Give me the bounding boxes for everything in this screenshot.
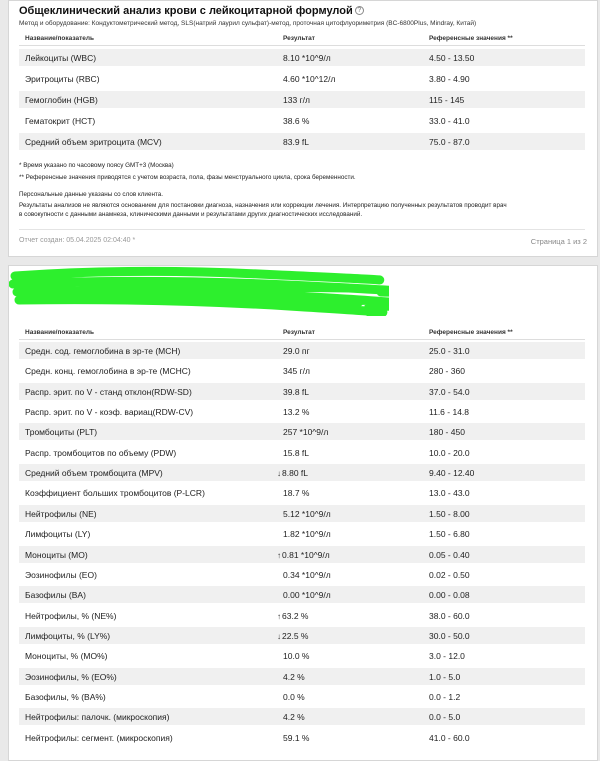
row-ref: 25.0 - 31.0 — [429, 346, 470, 356]
table-row — [19, 708, 585, 725]
row-ref: 1.50 - 6.80 — [429, 529, 470, 540]
note-personal: Персональные данные указаны со слов клиента. — [19, 191, 163, 198]
row-name: Распр. тромбоцитов по объему (PDW) — [25, 447, 177, 458]
row-result — [283, 116, 309, 126]
row-ref: 280 - 360 — [429, 366, 465, 377]
row-result — [283, 137, 309, 147]
page-number: Страница 1 из 2 — [530, 237, 587, 246]
note-time: * Время указано по часовому поясу GMT+3 (Москва) — [19, 162, 174, 169]
row-ref: 33.0 - 41.0 — [429, 116, 470, 126]
row-name: Нейтрофилы, % (NE%) — [25, 610, 117, 621]
row-name: Средний объем эритроцита (MCV) — [25, 137, 162, 147]
row-name: Эритроциты (RBC) — [25, 74, 100, 84]
table-row — [19, 627, 585, 644]
row-name: Гематокрит (HCT) — [25, 116, 96, 126]
table-row — [19, 647, 585, 664]
row-name: Нейтрофилы: сегмент. (микроскопия) — [25, 732, 173, 743]
row-ref: 115 - 145 — [429, 95, 465, 105]
row-ref: 9.40 - 12.40 — [429, 468, 475, 479]
table-row — [19, 729, 585, 746]
row-result — [283, 488, 309, 498]
table-row — [19, 464, 585, 481]
row-name: Базофилы (BA) — [25, 590, 86, 601]
row-name: Моноциты, % (MO%) — [25, 651, 108, 662]
row-result-value: 4.60 *10^12/л — [283, 74, 336, 84]
row-ref: 0.0 - 5.0 — [429, 712, 461, 723]
table-row — [19, 668, 585, 685]
row-result-value: 13.2 % — [283, 407, 310, 418]
row-ref: 180 - 450 — [429, 427, 465, 438]
table-row — [19, 70, 585, 87]
row-result — [283, 590, 331, 600]
table-row — [19, 49, 585, 66]
row-ref: 0.02 - 0.50 — [429, 569, 470, 580]
row-result-value: 1.82 *10^9/л — [283, 529, 331, 540]
row-result-value: 4.2 % — [283, 712, 305, 723]
header-name: Название/показатель — [25, 329, 95, 336]
info-icon[interactable]: ? — [355, 6, 364, 15]
arrow-down-icon: ↓ — [277, 469, 281, 479]
header-ref: Референсные значения ** — [429, 329, 513, 336]
row-result-value: 22.5 % — [282, 630, 309, 641]
header-ref: Референсные значения ** — [429, 35, 513, 42]
row-name: Гемоглобин (HGB) — [25, 95, 98, 105]
row-ref: 41.0 - 60.0 — [429, 732, 470, 743]
row-result-value: 63.2 % — [282, 610, 309, 621]
row-result — [283, 427, 328, 437]
table-row — [19, 546, 585, 563]
row-name: Коэффициент больших тромбоцитов (P-LCR) — [25, 488, 205, 499]
row-result — [277, 468, 308, 478]
row-result — [283, 529, 331, 539]
table-header — [19, 32, 585, 46]
row-name: Средний объем тромбоцита (MPV) — [25, 468, 163, 479]
row-ref: 37.0 - 54.0 — [429, 386, 470, 397]
row-result-value: 133 г/л — [283, 95, 310, 105]
row-ref: 0.05 - 0.40 — [429, 549, 470, 560]
row-name: Нейтрофилы (NE) — [25, 508, 97, 519]
row-ref: 13.0 - 43.0 — [429, 488, 470, 499]
table-row — [19, 362, 585, 379]
row-result — [283, 733, 309, 743]
row-name: Лейкоциты (WBC) — [25, 53, 97, 63]
row-ref: 30.0 - 50.0 — [429, 630, 470, 641]
note-reference: ** Референсные значения приводятся с учетом возраста, пола, фазы менструального цикла, срока беременности. — [19, 174, 356, 181]
report-page-2 — [8, 265, 598, 761]
table-row — [19, 525, 585, 542]
row-result — [283, 712, 305, 722]
row-ref: 3.80 - 4.90 — [429, 74, 470, 84]
table-row — [19, 688, 585, 705]
note-disclaimer-1: Результаты анализов не являются основанием для постановки диагноза, назначения или коррекции лечения. Интерпретацию полученных результатов проводит врач — [19, 202, 507, 209]
arrow-up-icon: ↑ — [277, 550, 281, 560]
row-result-value: 5.12 *10^9/л — [283, 508, 331, 519]
row-result-value: 39.8 fL — [283, 386, 309, 397]
row-name: Распр. эрит. по V - коэф. вариац(RDW-CV) — [25, 407, 194, 418]
row-ref: 1.0 - 5.0 — [429, 671, 461, 682]
table-row — [19, 444, 585, 461]
report-page-1 — [8, 0, 598, 257]
row-ref: 1.50 - 8.00 — [429, 508, 470, 519]
row-result — [283, 346, 310, 356]
table-row — [19, 403, 585, 420]
row-ref: 4.50 - 13.50 — [429, 53, 475, 63]
row-result — [283, 448, 309, 458]
row-name: Средн. сод. гемоглобина в эр-те (MCH) — [25, 346, 181, 356]
row-result-value: 345 г/л — [283, 366, 310, 377]
report-title — [19, 5, 364, 17]
divider — [19, 229, 585, 230]
row-result-value: 0.00 *10^9/л — [283, 590, 331, 601]
row-result — [277, 550, 330, 560]
row-name: Лимфоциты, % (LY%) — [25, 630, 111, 641]
table-row — [19, 342, 585, 359]
report-created: Отчет создан: 05.04.2025 02:04:40 * — [19, 237, 136, 244]
header-result: Результат — [283, 329, 315, 336]
report-title-text: Общеклинический анализ крови с лейкоцитарной формулой — [19, 5, 353, 17]
row-result-value: 10.0 % — [283, 651, 310, 662]
row-result — [283, 407, 309, 417]
row-ref: 38.0 - 60.0 — [429, 610, 470, 621]
table-row — [19, 505, 585, 522]
table-row — [19, 383, 585, 400]
arrow-up-icon: ↑ — [277, 611, 281, 621]
table-row — [19, 607, 585, 624]
row-result — [277, 631, 308, 641]
table-row — [19, 484, 585, 501]
note-disclaimer-2: в совокупности с данными анамнеза, клиническими данными и результатами других диагностических исследований. — [19, 211, 363, 218]
table-row — [19, 112, 585, 129]
row-result-value: 18.7 % — [283, 488, 310, 499]
arrow-down-icon: ↓ — [277, 631, 281, 641]
table-row — [19, 423, 585, 440]
redaction-scribble — [9, 266, 389, 316]
row-name: Эозинофилы, % (EO%) — [25, 671, 117, 682]
row-result — [283, 651, 309, 661]
row-ref: 0.0 - 1.2 — [429, 691, 461, 702]
row-result — [283, 509, 331, 519]
row-result — [283, 570, 331, 580]
row-result-value: 29.0 пг — [283, 346, 310, 356]
row-result-value: 0.0 % — [283, 691, 305, 702]
row-ref: 11.6 - 14.8 — [429, 407, 470, 418]
row-name: Тромбоциты (PLT) — [25, 427, 98, 438]
row-result-value: 0.81 *10^9/л — [282, 549, 330, 560]
row-name: Нейтрофилы: палочк. (микроскопия) — [25, 712, 170, 723]
row-result — [277, 611, 308, 621]
row-result-value: 38.6 % — [283, 116, 310, 126]
row-result-value: 15.8 fL — [283, 447, 309, 458]
row-name: Эозинофилы (EO) — [25, 569, 97, 580]
row-name: Средн. конц. гемоглобина в эр-те (MCHC) — [25, 366, 191, 377]
row-result — [283, 672, 305, 682]
row-result — [283, 692, 305, 702]
table-row — [19, 586, 585, 603]
row-result-value: 257 *10^9/л — [283, 427, 329, 438]
row-result — [283, 95, 310, 105]
row-result — [283, 366, 310, 376]
table-row — [19, 133, 585, 150]
row-result-value: 8.80 fL — [282, 468, 308, 479]
header-result: Результат — [283, 35, 315, 42]
method-description: Метод и оборудование: Кондуктометрический метод, SLS(натрий лаурил сульфат)-метод, проточная цитофлуориметрия (BC-6800Plus, Mindray, Китай) — [19, 20, 477, 27]
table-row — [19, 91, 585, 108]
row-ref: 75.0 - 87.0 — [429, 137, 470, 147]
row-result-value: 0.34 *10^9/л — [283, 569, 331, 580]
row-result — [283, 387, 309, 397]
header-name: Название/показатель — [25, 35, 95, 42]
row-name: Распр. эрит. по V - станд отклон(RDW-SD) — [25, 386, 192, 397]
row-result-value: 59.1 % — [283, 732, 310, 743]
row-ref: 3.0 - 12.0 — [429, 651, 465, 662]
row-name: Базофилы, % (BA%) — [25, 691, 106, 702]
table-header — [19, 326, 585, 340]
row-result-value: 8.10 *10^9/л — [283, 53, 331, 63]
row-ref: 0.00 - 0.08 — [429, 590, 470, 601]
row-result-value: 4.2 % — [283, 671, 305, 682]
row-result-value: 83.9 fL — [283, 137, 309, 147]
row-result — [283, 53, 331, 63]
table-row — [19, 566, 585, 583]
row-name: Лимфоциты (LY) — [25, 529, 91, 540]
row-name: Моноциты (MO) — [25, 549, 88, 560]
row-ref: 10.0 - 20.0 — [429, 447, 470, 458]
row-result — [283, 74, 335, 84]
